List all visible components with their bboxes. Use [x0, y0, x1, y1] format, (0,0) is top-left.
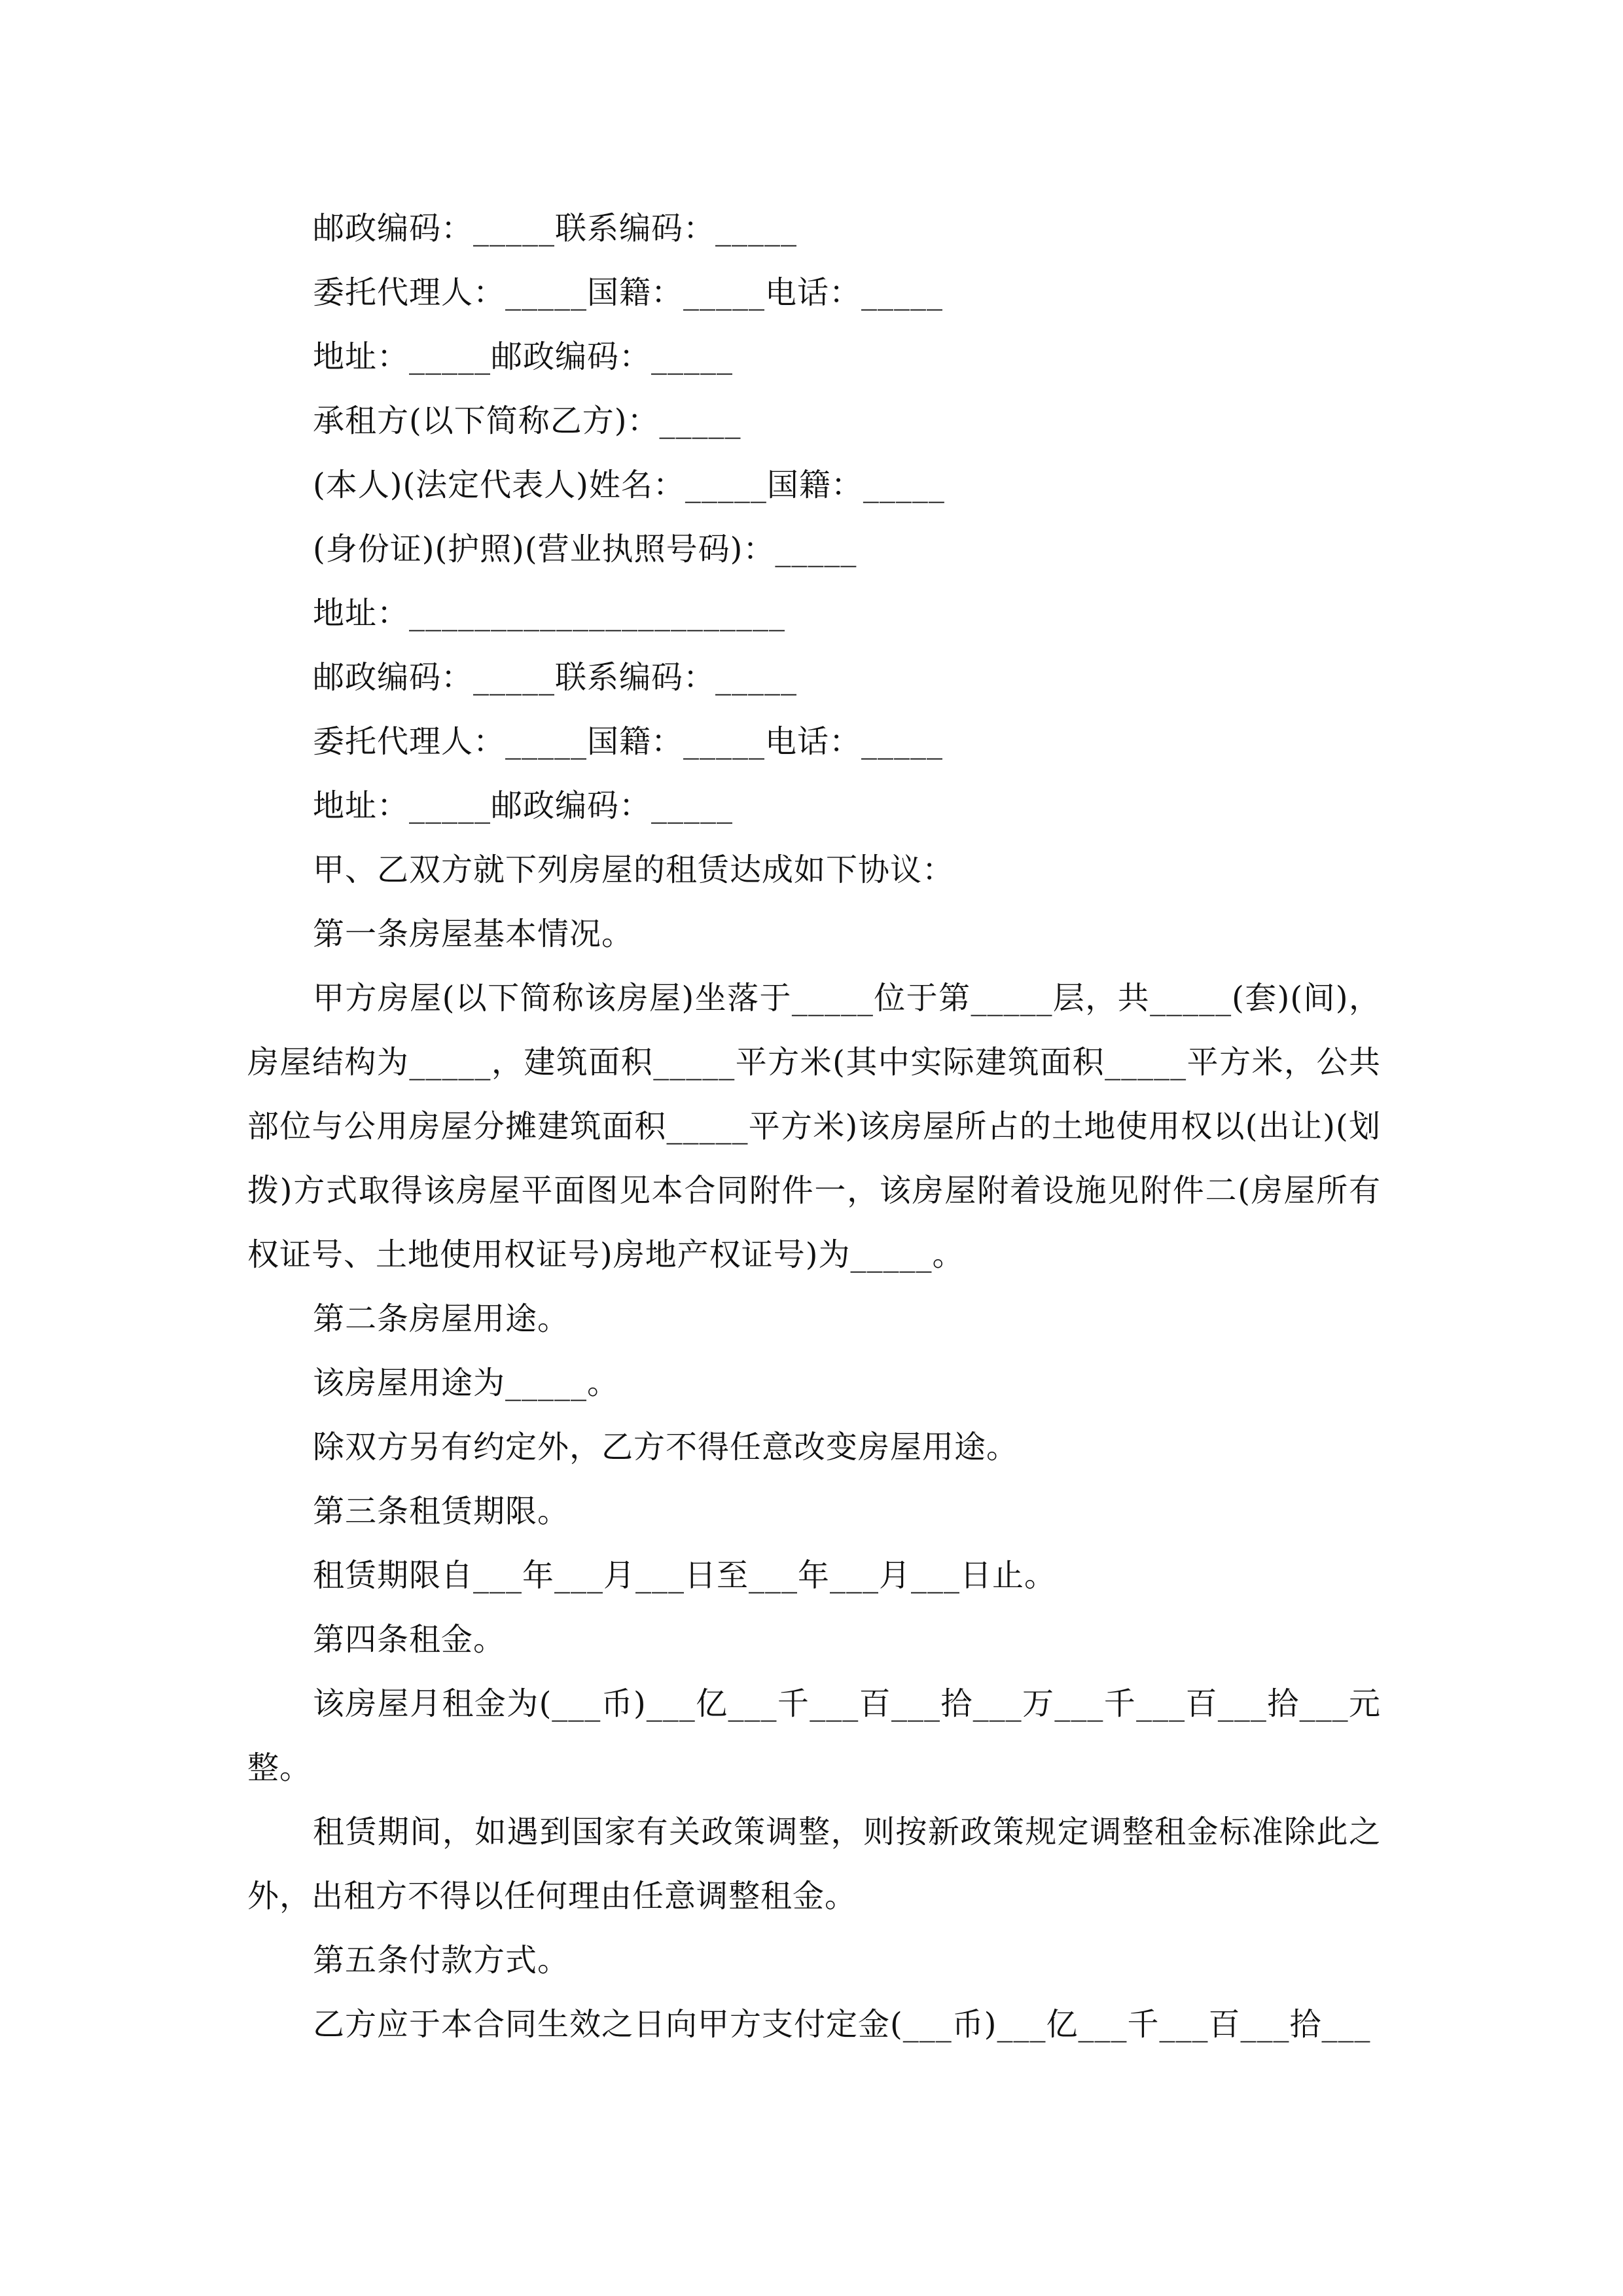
lessee-id-line: (身份证)(护照)(营业执照号码)：_____	[313, 531, 857, 567]
address-line-lessor: 地址：_____邮政编码：_____	[313, 338, 734, 375]
agent-line-lessee: 委托代理人：_____国籍：_____电话：_____	[313, 723, 944, 760]
article-1-heading: 第一条房屋基本情况。	[313, 916, 634, 952]
article-2-heading: 第二条房屋用途。	[313, 1300, 570, 1337]
agreement-intro: 甲、乙双方就下列房屋的租赁达成如下协议：	[313, 852, 955, 888]
article-3-term: 租赁期限自___年___月___日至___年___月___日止。	[313, 1557, 1057, 1594]
article-2-usage: 该房屋用途为_____。	[313, 1365, 620, 1401]
agent-line-lessor: 委托代理人：_____国籍：_____电话：_____	[313, 274, 944, 311]
article-4-rent-adjustment: 租赁期间，如遇到国家有关政策调整，则按新政策规定调整租金标准除此之外，出租方不得以任何理由任意调整租金。	[247, 1814, 1381, 1914]
postal-code-line-lessee: 邮政编码：_____联系编码：_____	[313, 659, 798, 696]
article-5-heading: 第五条付款方式。	[313, 1942, 570, 1979]
address-line-lessee: 地址：_____邮政编码：_____	[313, 787, 734, 824]
article-4-heading: 第四条租金。	[313, 1621, 506, 1658]
lessee-name-line: (本人)(法定代表人)姓名：_____国籍：_____	[313, 467, 945, 503]
article-1-paragraph: 甲方房屋(以下简称该房屋)坐落于_____位于第_____层，共_____(套)(间)，房屋结构为_____，建筑面积_____平方米(其中实际建筑面积_____平方米，公共部位与公用房屋分摊建筑面积_____平方米)该房屋所占的土地使用权以(出让)(划拨)方式取得该房屋平面图见本合同附件一，该房屋附着设施见附件二(房屋所有权证号、土地使用权证号)房地产权证号)为_____。	[247, 980, 1381, 1273]
article-4-rent-amount: 该房屋月租金为(___币)___亿___千___百___拾___万___千___百___拾___元整。	[247, 1685, 1381, 1786]
lessee-heading: 承租方(以下简称乙方)：_____	[313, 403, 741, 439]
article-3-heading: 第三条租赁期限。	[313, 1493, 570, 1530]
postal-code-line-lessor: 邮政编码：_____联系编码：_____	[313, 210, 798, 247]
article-2-restriction: 除双方另有约定外，乙方不得任意改变房屋用途。	[313, 1429, 1019, 1465]
article-5-deposit: 乙方应于本合同生效之日向甲方支付定金(___币)___亿___千___百___拾___	[313, 2006, 1371, 2043]
contract-body	[247, 196, 1381, 2056]
lessee-address-line: 地址：_______________________	[313, 595, 786, 632]
